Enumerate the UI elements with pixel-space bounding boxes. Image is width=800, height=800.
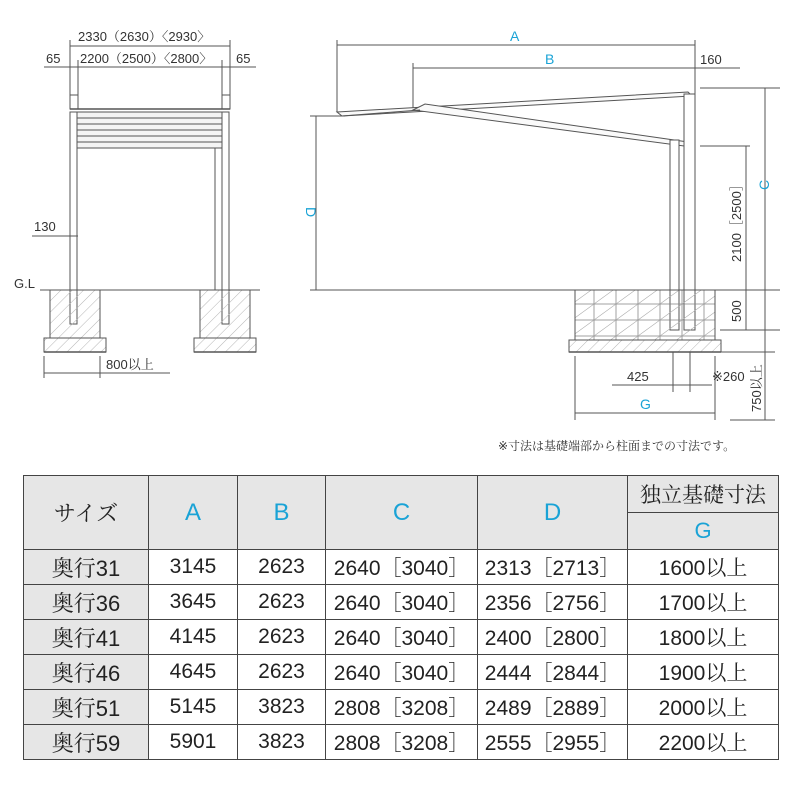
- row-name: 奥行36: [24, 585, 149, 620]
- side-top-offset: 160: [700, 52, 722, 67]
- front-post-depth: 130: [34, 219, 56, 234]
- cell-g: 1700以上: [628, 585, 779, 620]
- side-label-a: A: [510, 28, 520, 44]
- table-row: [24, 655, 779, 690]
- table-row: [24, 550, 779, 585]
- cell-a: 3645: [149, 585, 238, 620]
- cell-d: 2400［2800］: [478, 620, 628, 655]
- header-b: B: [238, 476, 326, 550]
- cell-d: 2356［2756］: [478, 585, 628, 620]
- cell-c: 2640［3040］: [326, 655, 478, 690]
- header-a: A: [149, 476, 238, 550]
- side-foundation-depth: 750以上: [749, 364, 764, 412]
- foundation-spacing: 800以上: [106, 357, 154, 372]
- cell-c: 2808［3208］: [326, 725, 478, 760]
- size-spec-table: [23, 475, 779, 760]
- cell-b: 3823: [238, 725, 326, 760]
- side-base-offset: 425: [627, 369, 649, 384]
- side-label-c: C: [756, 179, 772, 190]
- cell-b: 2623: [238, 620, 326, 655]
- cell-b: 2623: [238, 550, 326, 585]
- cell-d: 2313［2713］: [478, 550, 628, 585]
- row-name: 奥行31: [24, 550, 149, 585]
- table-row: [24, 620, 779, 655]
- cell-a: 5901: [149, 725, 238, 760]
- header-d: D: [478, 476, 628, 550]
- ground-level-label: G.L: [14, 276, 35, 291]
- header-c: C: [326, 476, 478, 550]
- row-name: 奥行51: [24, 690, 149, 725]
- dimension-note: ※寸法は基礎端部から柱面までの寸法です。: [498, 439, 736, 453]
- cell-a: 4645: [149, 655, 238, 690]
- cell-c: 2640［3040］: [326, 585, 478, 620]
- front-inner-width: 2200（2500）〈2800〉: [80, 51, 213, 66]
- side-label-g: G: [640, 396, 651, 412]
- cell-d: 2489［2889］: [478, 690, 628, 725]
- cell-b: 3823: [238, 690, 326, 725]
- table-row: [24, 725, 779, 760]
- cell-g: 1900以上: [628, 655, 779, 690]
- cell-c: 2640［3040］: [326, 620, 478, 655]
- cell-a: 4145: [149, 620, 238, 655]
- cell-g: 2200以上: [628, 725, 779, 760]
- side-label-d: D: [303, 207, 319, 218]
- header-foundation: 独立基礎寸法: [628, 476, 779, 513]
- side-post-gap: ※260: [712, 369, 745, 384]
- cell-c: 2808［3208］: [326, 690, 478, 725]
- side-label-b: B: [545, 51, 555, 67]
- front-left-offset: 65: [46, 51, 61, 66]
- side-post-height: 2100［2500］: [729, 178, 744, 262]
- front-view: [32, 40, 260, 378]
- row-name: 奥行59: [24, 725, 149, 760]
- front-right-offset: 65: [236, 51, 251, 66]
- cell-g: 1600以上: [628, 550, 779, 585]
- table-row: [24, 690, 779, 725]
- side-below-ground: 500: [729, 300, 744, 322]
- cell-b: 2623: [238, 585, 326, 620]
- cell-b: 2623: [238, 655, 326, 690]
- cell-a: 5145: [149, 690, 238, 725]
- cell-d: 2444［2844］: [478, 655, 628, 690]
- cell-d: 2555［2955］: [478, 725, 628, 760]
- cell-g: 1800以上: [628, 620, 779, 655]
- front-total-width: 2330（2630）〈2930〉: [78, 29, 211, 44]
- row-name: 奥行46: [24, 655, 149, 690]
- side-view: [310, 40, 780, 420]
- cell-a: 3145: [149, 550, 238, 585]
- cell-g: 2000以上: [628, 690, 779, 725]
- table-row: [24, 585, 779, 620]
- header-size: サイズ: [24, 476, 149, 550]
- row-name: 奥行41: [24, 620, 149, 655]
- header-g: G: [628, 513, 779, 550]
- cell-c: 2640［3040］: [326, 550, 478, 585]
